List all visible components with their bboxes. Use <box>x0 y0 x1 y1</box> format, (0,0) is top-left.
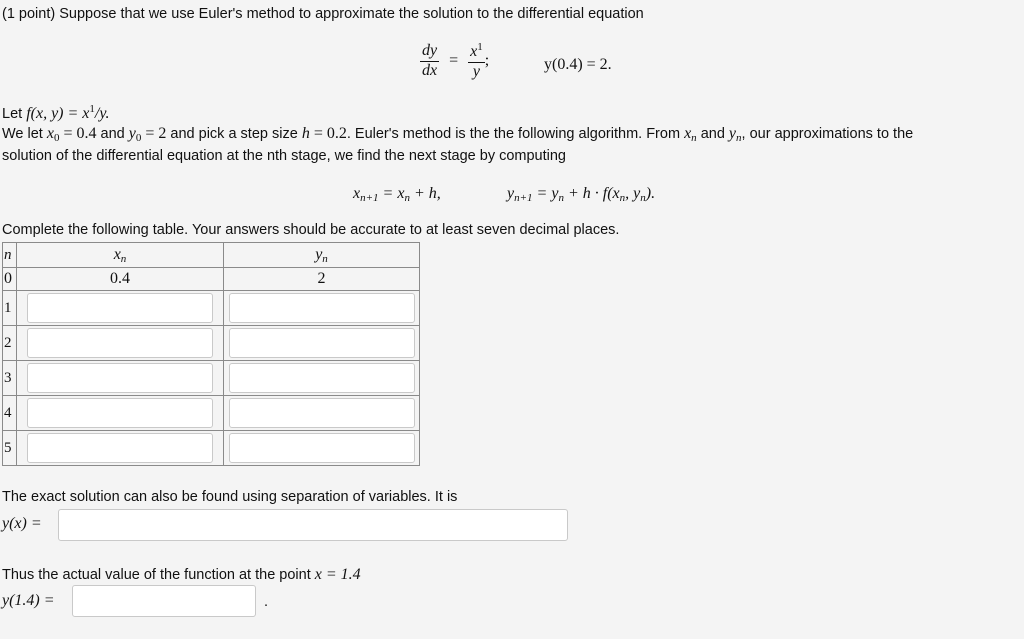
x0-symbol: x <box>46 125 54 142</box>
y4-input[interactable] <box>229 398 415 428</box>
equation-separator: ; <box>484 52 490 69</box>
para-text: and <box>696 126 729 142</box>
rhs-numerator-base: x <box>470 43 478 60</box>
formula-y-rhs: = y <box>532 185 559 202</box>
actual-value-point: x = 1.4 <box>314 566 361 583</box>
row-n: 0 <box>3 268 17 291</box>
y0-symbol: y <box>128 125 136 142</box>
x2-input[interactable] <box>27 328 213 358</box>
para-text: , our approximations to the <box>741 126 914 142</box>
formula-y-rhs-tail: ). <box>645 185 656 202</box>
row-y-value: 2 <box>224 268 420 291</box>
euler-x-formula <box>353 185 441 204</box>
differential-equation <box>420 41 489 81</box>
exact-solution-label: y(x) = <box>2 515 42 532</box>
actual-value-prefix: Thus the actual value of the function at the point <box>2 567 315 583</box>
header-y-symbol: y <box>315 245 323 263</box>
y3-cell <box>224 361 420 396</box>
x0-value: = 0.4 <box>59 125 97 142</box>
let-f-definition: f(x, y) = x <box>26 105 90 122</box>
xn-symbol: x <box>684 125 692 142</box>
equals-sign: = <box>449 52 459 69</box>
formula-y-rhs-sub2: n <box>619 192 626 204</box>
formula-x: x <box>353 185 361 202</box>
actual-value-label: y(1.4) = <box>2 592 55 609</box>
table-row <box>3 396 420 431</box>
table-instruction: Complete the following table. Your answers should be accurate to at least seven decimal places. <box>2 222 620 238</box>
para-text: and pick a step size <box>166 126 302 142</box>
formula-y-rhs-mid2: , y <box>625 185 641 202</box>
exact-solution-text: The exact solution can also be found using separation of variables. It is <box>2 489 458 505</box>
actual-value-input[interactable] <box>72 585 256 617</box>
table-row <box>3 431 420 466</box>
y5-cell <box>224 431 420 466</box>
header-n: n <box>3 243 17 268</box>
rhs-numerator-exponent: 1 <box>477 41 483 53</box>
y0-value: = 2 <box>141 125 167 142</box>
x5-input[interactable] <box>27 433 213 463</box>
header-x-sub: n <box>120 252 127 265</box>
x1-input[interactable] <box>27 293 213 323</box>
let-f-tail: /y. <box>94 105 110 122</box>
x4-cell <box>17 396 224 431</box>
x2-cell <box>17 326 224 361</box>
dy-dx-fraction <box>420 42 439 80</box>
rhs-numerator <box>468 41 485 63</box>
problem-intro: (1 point) Suppose that we use Euler's method to approximate the solution to the differential equation <box>2 6 644 22</box>
row-n: 3 <box>3 361 17 396</box>
rhs-denominator: y <box>472 63 480 80</box>
table-row <box>3 291 420 326</box>
h-value: = 0.2 <box>309 125 347 142</box>
x3-cell <box>17 361 224 396</box>
euler-description-line1 <box>2 125 913 144</box>
dx-denominator: dx <box>422 62 438 79</box>
para-text: . Euler's method is the the following algorithm. From <box>346 126 685 142</box>
y4-cell <box>224 396 420 431</box>
dy-numerator: dy <box>420 42 439 62</box>
xn-subscript: n <box>691 132 697 144</box>
initial-condition: y(0.4) = 2. <box>544 56 612 73</box>
yn-subscript: n <box>736 132 742 144</box>
header-y-sub: n <box>322 252 328 265</box>
x1-cell <box>17 291 224 326</box>
y2-cell <box>224 326 420 361</box>
yn-symbol: y <box>728 125 737 142</box>
formula-x-sub: n+1 <box>360 192 379 204</box>
formula-y: y <box>507 185 515 202</box>
formula-x-rhs: = x <box>378 185 405 202</box>
table-row <box>3 268 420 291</box>
y2-input[interactable] <box>229 328 415 358</box>
table-header-row <box>3 243 420 268</box>
x0-subscript: 0 <box>53 132 60 144</box>
para-text: and <box>96 126 129 142</box>
y5-input[interactable] <box>229 433 415 463</box>
y1-input[interactable] <box>229 293 415 323</box>
formula-y-rhs-sub3: n <box>640 192 646 204</box>
actual-value-period: . <box>264 594 269 610</box>
euler-description-line2: solution of the differential equation at the nth stage, we find the next stage by computing <box>2 148 566 164</box>
exact-solution-input[interactable] <box>58 509 568 541</box>
formula-x-rhs-sub: n <box>404 192 410 204</box>
actual-value-text <box>2 566 361 584</box>
header-xn <box>17 243 224 268</box>
euler-y-formula <box>507 185 655 204</box>
row-n: 1 <box>3 291 17 326</box>
header-yn <box>224 243 420 268</box>
row-n: 2 <box>3 326 17 361</box>
table-row <box>3 326 420 361</box>
row-n: 4 <box>3 396 17 431</box>
euler-table <box>2 242 420 466</box>
x4-input[interactable] <box>27 398 213 428</box>
table-row <box>3 361 420 396</box>
row-x-value: 0.4 <box>17 268 224 291</box>
y3-input[interactable] <box>229 363 415 393</box>
let-f-line <box>2 103 110 123</box>
formula-y-rhs-sub: n <box>558 192 564 204</box>
h-symbol: h <box>301 125 310 142</box>
formula-x-rhs-tail: + h, <box>409 185 441 202</box>
rhs-fraction <box>468 41 485 81</box>
x3-input[interactable] <box>27 363 213 393</box>
formula-y-rhs-mid: + h · f(x <box>563 185 620 202</box>
formula-y-sub: n+1 <box>514 192 533 204</box>
header-x-symbol: x <box>113 245 121 263</box>
let-prefix: Let <box>2 106 27 122</box>
para-text: We let <box>2 126 47 142</box>
y0-subscript: 0 <box>135 132 142 144</box>
x5-cell <box>17 431 224 466</box>
row-n: 5 <box>3 431 17 466</box>
y1-cell <box>224 291 420 326</box>
let-f-exponent: 1 <box>89 103 95 115</box>
